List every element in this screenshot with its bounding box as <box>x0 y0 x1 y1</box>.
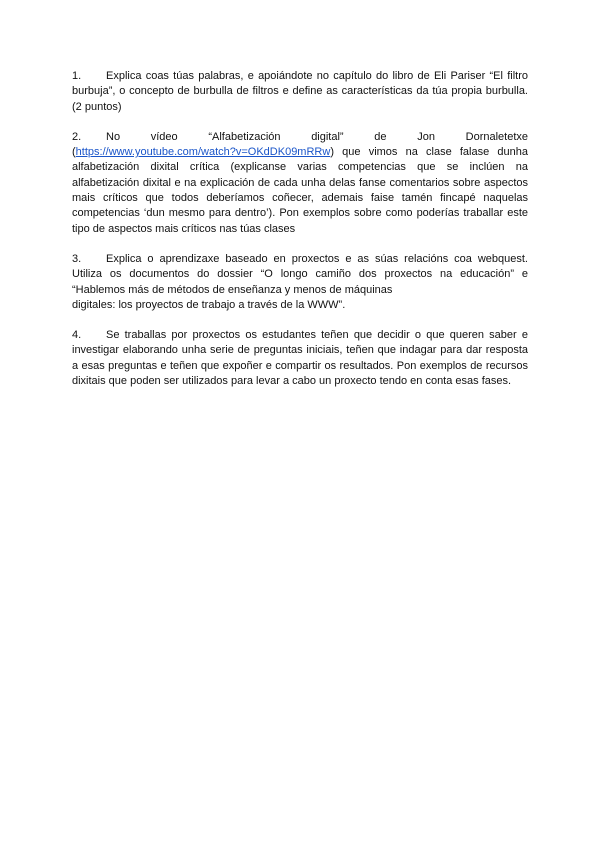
question-2 <box>72 130 528 237</box>
question-3-line-2: Utiliza os documentos do dossier “O longo camiño dos proxectos na educación” e <box>72 268 528 281</box>
question-1-number: 1. <box>72 70 82 82</box>
question-2-number: 2. <box>72 130 82 143</box>
question-1-line-3: (2 puntos) <box>72 100 122 113</box>
question-2-line-6: competencias ‘dun mesmo para dentro’). Pon exemplos sobre como poderías traballar este <box>72 207 528 220</box>
question-4-line-1: 4. Se traballas por proxectos os estudantes teñen que decidir o que queren saber e <box>72 328 528 343</box>
question-3-number: 3. <box>72 252 82 265</box>
question-4-line-4: dixitais que poden ser utilizados para levar a cabo un proxecto tendo en conta esas fases. <box>72 375 512 388</box>
question-1-line-2: burbuja”, o concepto de burbulla de filtros e define as características da túa propia burbulla. <box>72 85 528 98</box>
question-3 <box>72 252 528 313</box>
question-4-line-2: investigar elaborando unha serie de preguntas iniciais, teñen que indagar para dar resposta <box>72 344 528 357</box>
question-2-line-1: 2. No vídeo “Alfabetización digital” de Jon Dornaletetxe <box>72 130 528 145</box>
question-2-line-2: (https://www.youtube.com/watch?v=OKdDK09mRRw) que vimos na clase falase dunha <box>72 146 528 159</box>
question-2-line-3: alfabetización dixital crítica (explicanse varias competencias que se inclúen na <box>72 161 528 174</box>
youtube-link[interactable]: https://www.youtube.com/watch?v=OKdDK09mRRw <box>75 146 331 159</box>
question-2-line-4: alfabetización dixital e na explicación de cada unha delas fanse comentarios sobre aspectos <box>72 176 528 189</box>
question-4 <box>72 328 528 389</box>
question-2-line-5: mais críticos que todos deberíamos coñecer, ademais faise tamén fincapé naquelas <box>72 192 528 205</box>
question-4-number: 4. <box>72 329 82 342</box>
question-2-line-7: tipo de aspectos mais críticos nas túas clases <box>72 222 296 235</box>
question-3-line-1: 3. Explica o aprendizaxe baseado en proxectos e as súas relacións coa webquest. <box>72 252 528 267</box>
question-1 <box>72 69 528 115</box>
question-1-line-1: 1. Explica coas túas palabras, e apoiándote no capítulo do libro de Eli Pariser “El filtro <box>72 69 528 84</box>
question-3-line-4: digitales: los proyectos de trabajo a través de la WWW”. <box>72 298 346 311</box>
document-body <box>72 69 528 404</box>
question-4-line-3: a esas preguntas e teñen que expoñer e compartir os resultados. Pon exemplos de recursos <box>72 359 528 372</box>
question-3-line-3: “Hablemos más de métodos de enseñanza y menos de máquinas <box>72 283 393 296</box>
